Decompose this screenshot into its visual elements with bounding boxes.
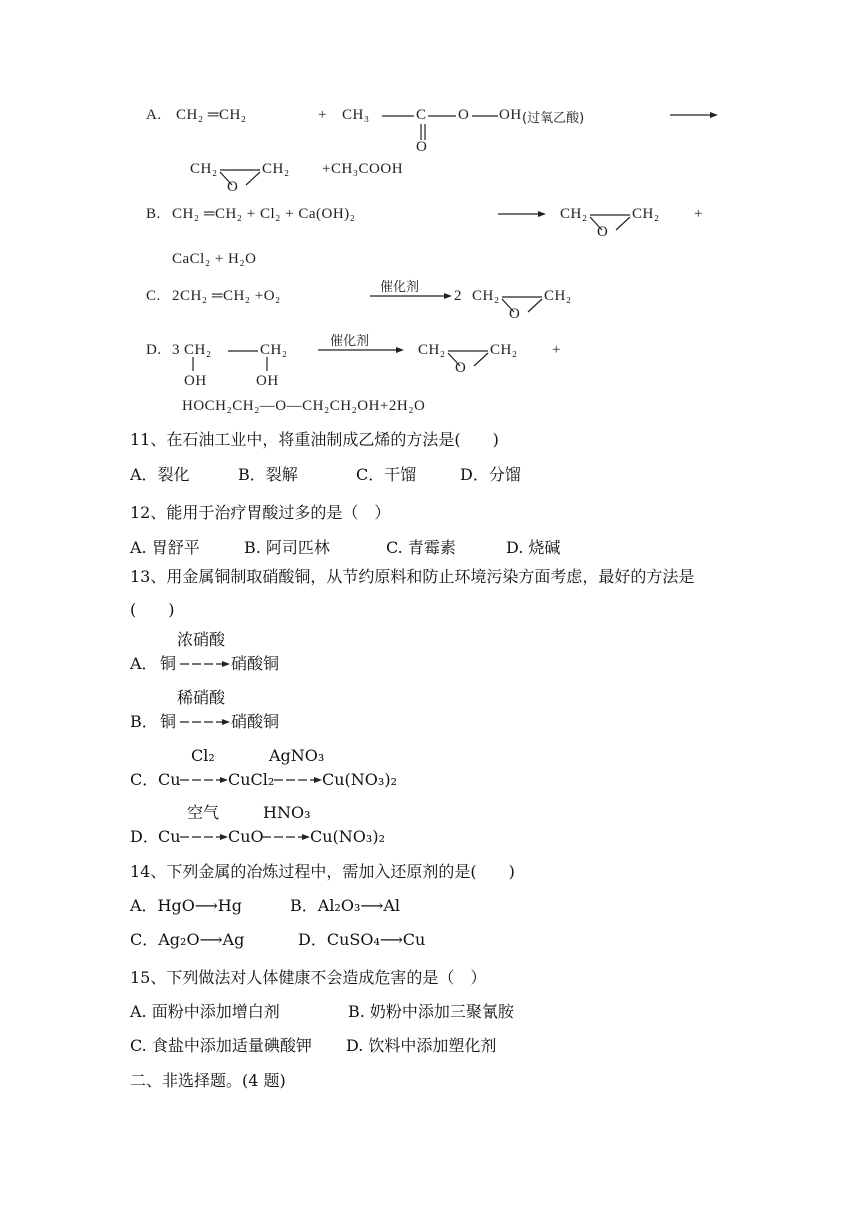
- option-c-epoxide-left: CH₂: [472, 288, 500, 304]
- q13-route-c-arrow-2: [274, 776, 322, 784]
- q12-option-c: C. 青霉素: [386, 538, 456, 557]
- q12-option-a: A. 胃舒平: [130, 538, 200, 557]
- q15-option-a: A. 面粉中添加增白剂: [130, 1002, 280, 1021]
- q14-option-c: C．Ag₂O⟶Ag: [130, 930, 245, 949]
- q13-route-c-mid: CuCl₂: [228, 770, 275, 789]
- q13-route-d-label: D．: [130, 827, 159, 846]
- option-a-epoxide-ring: [214, 169, 264, 191]
- q11-option-d: D．分馏: [460, 465, 521, 484]
- option-b-epoxide-left: CH₂: [560, 206, 588, 222]
- q13-route-c-reagent-1: Cl₂: [191, 746, 215, 765]
- option-d-diol-bond: [228, 350, 258, 352]
- option-a-oh: OH: [499, 107, 522, 123]
- q13-route-a-reagent: 浓硝酸: [177, 630, 226, 649]
- q13-route-b-start: 铜: [160, 712, 177, 731]
- option-d-diol-right: CH₂: [260, 342, 288, 358]
- option-a-arrow: [670, 111, 718, 119]
- option-a-epoxide-left: CH₂: [190, 161, 218, 177]
- option-c-label: C.: [146, 288, 161, 304]
- q15-stem: 15、下列做法对人体健康不会造成危害的是（ ）: [130, 968, 487, 987]
- option-d-coeff: 3: [172, 342, 180, 358]
- q13-route-d-end: Cu(NO₃)₂: [310, 827, 385, 846]
- option-c-epoxide-right: CH₂: [544, 288, 572, 304]
- option-d-epoxide-o: O: [455, 360, 467, 376]
- q11-stem: 11、在石油工业中，将重油制成乙烯的方法是( ): [130, 430, 499, 449]
- option-a-byproduct: +CH₃COOH: [322, 161, 404, 177]
- q13-route-b-arrow: [180, 718, 230, 726]
- option-d-epoxide-right: CH₂: [490, 342, 518, 358]
- option-d-plus: +: [552, 342, 561, 358]
- q14-option-a: A．HgO⟶Hg: [130, 896, 243, 915]
- option-a-reagent-name: (过氧乙酸): [522, 111, 585, 126]
- q13-route-b-label: B．: [130, 712, 158, 731]
- option-a-carbonyl-o: O: [416, 139, 428, 155]
- q15-option-d: D. 饮料中添加塑化剂: [346, 1036, 497, 1055]
- q14-stem: 14、下列金属的冶炼过程中，需加入还原剂的是( ): [130, 862, 515, 881]
- option-d-diol-left: CH₂: [184, 342, 212, 358]
- q11-option-b: B．裂解: [238, 465, 298, 484]
- option-c-epoxide-o: O: [509, 306, 521, 322]
- option-c-reactants: 2CH₂ ═CH₂ +O₂: [172, 288, 281, 304]
- option-b-byproducts: CaCl₂ + H₂O: [172, 251, 257, 267]
- q13-route-b-reagent: 稀硝酸: [177, 688, 226, 707]
- section-2-heading: 二、非选择题。(4 题): [130, 1071, 286, 1090]
- q13-route-a-label: A．: [130, 654, 158, 673]
- option-a-plus: +: [318, 107, 327, 123]
- q15-option-b: B. 奶粉中添加三聚氰胺: [348, 1002, 514, 1021]
- q13-route-c-end: Cu(NO₃)₂: [322, 770, 397, 789]
- option-c-epoxide-ring: [496, 296, 546, 318]
- q13-route-c-arrow-1: [180, 776, 228, 784]
- q12-option-b: B. 阿司匹林: [244, 538, 330, 557]
- q15-option-c: C. 食盐中添加适量碘酸钾: [130, 1036, 312, 1055]
- option-a-epoxide-right: CH₂: [262, 161, 290, 177]
- q14-option-d: D．CuSO₄⟶Cu: [298, 930, 426, 949]
- option-d-diol-vbond-right: [266, 357, 268, 371]
- option-a-bond2: [428, 115, 456, 117]
- option-b-reactants: CH₂ ═CH₂ + Cl₂ + Ca(OH)₂: [172, 206, 356, 222]
- option-c-arrow: [370, 292, 452, 300]
- option-a-label: A.: [146, 107, 162, 123]
- q13-route-b-end: 硝酸铜: [231, 712, 280, 731]
- option-a-epoxide-o: O: [227, 179, 239, 195]
- option-d-byproduct: HOCH₂CH₂—O—CH₂CH₂OH+2H₂O: [182, 398, 426, 414]
- option-b-epoxide-o: O: [597, 224, 609, 240]
- q13-stem: 13、用金属铜制取硝酸铜，从节约原料和防止环境污染方面考虑，最好的方法是: [130, 567, 695, 586]
- q11-option-c: C．干馏: [356, 465, 417, 484]
- option-a-ch3: CH₃: [342, 107, 370, 123]
- option-a-peroxide-o: O: [458, 107, 470, 123]
- q13-route-d-arrow-1: [180, 833, 228, 841]
- q13-route-d-reagent-2: HNO₃: [263, 803, 311, 822]
- option-d-epoxide-ring: [442, 350, 492, 372]
- option-b-label: B.: [146, 206, 161, 222]
- option-b-epoxide-right: CH₂: [632, 206, 660, 222]
- option-a-carbon: C: [416, 107, 427, 123]
- q13-route-c-reagent-2: AgNO₃: [269, 746, 325, 765]
- option-b-epoxide-ring: [584, 214, 634, 236]
- q14-option-b: B．Al₂O₃⟶Al: [290, 896, 400, 915]
- option-d-catalyst: 催化剂: [330, 334, 370, 349]
- option-c-catalyst: 催化剂: [380, 280, 420, 295]
- q13-route-c-start: Cu: [158, 770, 181, 789]
- q13-route-d-start: Cu: [158, 827, 181, 846]
- option-b-plus: +: [694, 206, 703, 222]
- option-b-arrow: [498, 210, 546, 218]
- option-d-label: D.: [146, 342, 162, 358]
- option-d-diol-oh-left: OH: [184, 373, 207, 389]
- q13-stem-cont: ( ): [130, 600, 175, 619]
- option-c-coeff: 2: [454, 288, 462, 304]
- q12-option-d: D. 烧碱: [506, 538, 561, 557]
- option-a-ethylene: CH₂ ═CH₂: [176, 107, 247, 123]
- q13-route-d-arrow-2: [262, 833, 310, 841]
- q13-route-c-label: C．: [130, 770, 159, 789]
- q13-route-a-end: 硝酸铜: [231, 654, 280, 673]
- q13-route-a-start: 铜: [160, 654, 177, 673]
- q11-option-a: A．裂化: [130, 465, 190, 484]
- option-d-arrow: [318, 346, 404, 354]
- option-a-bond3: [472, 115, 498, 117]
- q12-stem: 12、能用于治疗胃酸过多的是（ ）: [130, 503, 391, 522]
- option-d-diol-vbond-left: [192, 357, 194, 371]
- q13-route-d-mid: CuO: [228, 827, 264, 846]
- option-d-diol-oh-right: OH: [256, 373, 279, 389]
- option-d-epoxide-left: CH₂: [418, 342, 446, 358]
- option-a-bond1: [382, 115, 414, 117]
- q13-route-a-arrow: [180, 660, 230, 668]
- q13-route-d-reagent-1: 空气: [187, 803, 220, 822]
